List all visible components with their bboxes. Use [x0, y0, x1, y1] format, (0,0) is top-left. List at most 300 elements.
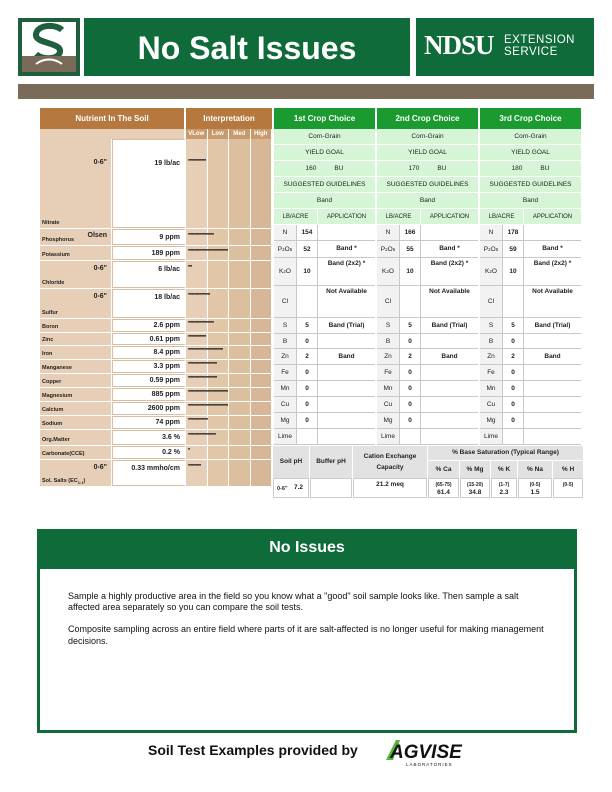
nutrient-element: B: [377, 334, 400, 348]
no-issues-panel: [37, 529, 577, 733]
nutrient-lb-acre: 0: [297, 365, 318, 380]
nutrient-application: Not Available: [532, 288, 573, 295]
application-method: Band: [274, 193, 375, 209]
nutrient-element: Mn: [274, 381, 297, 396]
nutrient-lb-acre: [503, 286, 524, 317]
nutrient-lb-acre: [400, 286, 421, 317]
nutrient-value: 19 lb/ac: [154, 160, 180, 167]
application-method: Band: [480, 193, 581, 209]
nutrient-name: Carbonate(CCE): [42, 451, 85, 457]
nutrient-application: [318, 381, 375, 396]
nutrient-row: [480, 429, 581, 445]
extension-label: EXTENSION: [504, 34, 575, 46]
yield-goal-label: YIELD GOAL: [480, 145, 581, 161]
nutrient-application: Band (Trial): [431, 321, 468, 329]
application-label: APPLICATION: [524, 209, 581, 224]
page-title: No Salt Issues: [84, 18, 410, 76]
nutrient-value: 0.61 ppm: [149, 335, 180, 343]
nutrient-element: Fe: [377, 365, 400, 380]
soil-ph-cell: [273, 478, 309, 498]
nutrient-lb-acre: [297, 429, 318, 444]
nutrient-lb-acre: [503, 429, 524, 444]
interpretation-bar: **: [188, 265, 192, 271]
cation-label: % H: [553, 461, 583, 478]
nutrient-name: Sodium: [42, 421, 63, 427]
nutrient-element: Zn: [480, 349, 503, 364]
soil-rows: [40, 139, 272, 487]
nutrient-application: [421, 381, 478, 396]
nutrient-application: [318, 413, 375, 428]
nutrient-application: [524, 429, 581, 444]
nutrient-row: [377, 318, 478, 334]
cation-cell: [428, 478, 459, 498]
cation-cell: [491, 478, 517, 498]
nutrient-lb-acre: 0: [297, 334, 318, 348]
nutrient-element: Mn: [480, 381, 503, 396]
suggested-guidelines-label: SUGGESTED GUIDELINES: [377, 177, 478, 193]
nutrient-name: Chloride: [42, 280, 65, 286]
cation-range: (15-20): [466, 482, 484, 488]
nutrient-lb-acre: 10: [297, 258, 318, 285]
nutrient-row: [480, 381, 581, 397]
nutrient-element: S: [274, 318, 297, 333]
column-labels: [377, 209, 478, 225]
cation-range: (0-5): [562, 482, 574, 488]
nutrient-lb-acre: 0: [503, 397, 524, 412]
nutrient-lb-acre: 0: [400, 381, 421, 396]
nutrient-value: 189 ppm: [151, 249, 180, 257]
ph-depth: 0-6": [277, 486, 288, 492]
yield-number: 160: [305, 165, 317, 172]
cec-header: Cation Exchange Capacity: [353, 446, 427, 478]
nutrient-application: Band (Trial): [328, 321, 365, 329]
nutrient-element: Mg: [377, 413, 400, 428]
nutrient-application: Band: [544, 352, 561, 360]
nutrient-lb-acre: 55: [400, 241, 421, 257]
nutrient-lb-acre: 2: [503, 349, 524, 364]
nutrient-name: Copper: [42, 379, 62, 385]
interpretation-bar: *******************: [188, 348, 223, 354]
nutrient-application: Not Available: [429, 288, 470, 295]
crop-name: Corn-Grain: [274, 129, 375, 145]
nutrient-lb-acre: 59: [503, 241, 524, 257]
nutrient-row: [480, 365, 581, 381]
nutrient-element: Mg: [480, 413, 503, 428]
soil-ph-header: Soil pH: [273, 446, 309, 478]
column-labels: [480, 209, 581, 225]
nutrient-depth: 0-6": [93, 265, 107, 272]
nutrient-element: Mg: [274, 413, 297, 428]
nutrient-lb-acre: 0: [400, 365, 421, 380]
interpretation-bar: ****************: [188, 362, 218, 368]
nutrient-application: [318, 365, 375, 380]
nutrient-row: [480, 286, 581, 318]
nutrient-element: Mn: [377, 381, 400, 396]
soil-row: [40, 360, 272, 374]
nutrient-application: [421, 225, 478, 240]
cation-value: 2.3: [499, 489, 509, 496]
nutrient-element: K 2 O: [480, 258, 503, 285]
nutrient-depth: 0-6": [93, 159, 107, 166]
nutrient-application: [524, 381, 581, 396]
nutrient-element: Cl: [274, 286, 297, 317]
nutrient-row: [377, 397, 478, 413]
cation-cell: [460, 478, 490, 498]
interpretation-bar: *: [188, 448, 190, 454]
yield-unit: BU: [540, 165, 550, 172]
nutrient-row: [480, 397, 581, 413]
crop-choice-title: 1st Crop Choice: [274, 108, 375, 129]
lb-acre-label: LB/ACRE: [377, 209, 421, 224]
application-label: APPLICATION: [421, 209, 478, 224]
cation-value: 34.8: [468, 489, 482, 496]
nutrient-lb-acre: [400, 429, 421, 444]
soil-row: [40, 402, 272, 416]
nutrient-row: [480, 258, 581, 286]
agvise-logo: [384, 738, 470, 768]
application-method: Band: [377, 193, 478, 209]
nutrient-application: [318, 334, 375, 348]
nutrient-element: Fe: [274, 365, 297, 380]
nutrient-row: [480, 225, 581, 241]
nutrient-lb-acre: 10: [400, 258, 421, 285]
nutrient-name: Iron: [42, 351, 53, 357]
soil-row: [40, 289, 272, 319]
nutrient-application: Band *: [336, 245, 357, 252]
nutrient-application: Band (Trial): [534, 321, 571, 329]
nutrient-row: [377, 334, 478, 349]
interpretation-bar: **********************: [188, 390, 229, 396]
nutrient-element: Cl: [480, 286, 503, 317]
interpretation-header: Interpretation: [186, 108, 272, 129]
base-saturation-header: % Base Saturation (Typical Range): [428, 446, 583, 460]
soil-row: [40, 261, 272, 289]
nutrient-application: [318, 225, 375, 240]
nutrient-application: [421, 334, 478, 348]
yield-number: 180: [511, 165, 523, 172]
nutrient-application: Not Available: [326, 288, 367, 295]
nutrient-application: [524, 397, 581, 412]
nutrient-element: S: [480, 318, 503, 333]
level-vlow: VLow: [186, 129, 208, 139]
nutrient-element: Zn: [377, 349, 400, 364]
nutrient-name: Zinc: [42, 337, 54, 343]
nutrient-row: [377, 258, 478, 286]
nutrient-row: [274, 381, 375, 397]
yield-goal-value: [274, 161, 375, 177]
nutrient-lb-acre: 2: [297, 349, 318, 364]
nutrient-application: [524, 334, 581, 348]
soil-row: [40, 319, 272, 333]
yield-goal-label: YIELD GOAL: [274, 145, 375, 161]
nutrient-element: Fe: [480, 365, 503, 380]
cation-value: 61.4: [437, 489, 450, 496]
nutrient-row: [274, 397, 375, 413]
nutrient-lb-acre: 154: [297, 225, 318, 240]
nutrient-element: P 2 O 5: [274, 241, 297, 257]
nutrient-application: [421, 397, 478, 412]
nutrient-lb-acre: 0: [503, 381, 524, 396]
ndsu-extension-logo: [416, 18, 594, 76]
column-labels: [274, 209, 375, 225]
nutrient-lb-acre: 0: [503, 413, 524, 428]
nutrient-row: [274, 258, 375, 286]
soil-row: [40, 388, 272, 402]
cation-cell: [553, 478, 583, 498]
ec-subscript: 1:1: [77, 480, 84, 486]
nutrient-lb-acre: 0: [400, 413, 421, 428]
nutrient-element: Cl: [377, 286, 400, 317]
footer-credit: Soil Test Examples provided by: [148, 742, 358, 758]
yield-unit: BU: [437, 165, 447, 172]
nutrient-name: Potassium: [42, 252, 70, 258]
nutrient-depth: 0-6": [93, 464, 107, 471]
level-med: Med: [229, 129, 251, 139]
nutrient-element: K 2 O: [274, 258, 297, 285]
nutrient-value: 885 ppm: [151, 391, 180, 398]
nutrient-row: [377, 241, 478, 258]
nutrient-value: 0.59 ppm: [149, 377, 180, 384]
cec-value: 21.2 meq: [353, 478, 427, 498]
nutrient-lb-acre: 52: [297, 241, 318, 257]
nutrient-application: Band *: [439, 245, 460, 252]
service-label: SERVICE: [504, 46, 558, 58]
soil-row: [40, 139, 272, 229]
interpretation-bar: *******: [188, 464, 201, 470]
nutrient-row: [274, 429, 375, 445]
nutrient-row: [274, 286, 375, 318]
no-issues-body: [40, 569, 574, 730]
soil-row: [40, 246, 272, 261]
nutrient-element: Cu: [274, 397, 297, 412]
nutrient-value: 3.3 ppm: [153, 363, 180, 370]
nutrient-name: Boron: [42, 324, 59, 330]
no-issues-title: No Issues: [269, 539, 345, 556]
nutrient-element: K 2 O: [377, 258, 400, 285]
buffer-ph-header: Buffer pH: [310, 446, 352, 478]
nutrient-element: P 2 O 5: [480, 241, 503, 257]
nutrient-value: 6 lb/ac: [158, 266, 180, 273]
soil-row: [40, 333, 272, 346]
nutrient-lb-acre: 166: [400, 225, 421, 240]
interpretation-bar: **********************: [188, 404, 229, 410]
cation-cell: [518, 478, 552, 498]
nutrient-lb-acre: 0: [503, 365, 524, 380]
extension-service-label: [504, 34, 575, 58]
crop-choice-2: [377, 108, 478, 445]
nutrient-name: Sol. Salts (EC: [42, 478, 78, 484]
issues-paragraph-1: Sample a highly productive area in the field so you know what a "good" soil sample looks like. Then sample a salt affected area separately so you can compare the soil tests.: [68, 591, 519, 613]
nutrient-lb-acre: 0: [297, 397, 318, 412]
cation-range: (0-5): [529, 482, 541, 488]
nutrient-element: Cu: [480, 397, 503, 412]
crop-name: Corn-Grain: [480, 129, 581, 145]
nutrient-row: [274, 334, 375, 349]
interpretation-bar: **************: [188, 321, 214, 327]
agvise-sub: LABORATORIES: [406, 762, 453, 767]
application-label: APPLICATION: [318, 209, 375, 224]
nutrient-lb-acre: 2: [400, 349, 421, 364]
nutrient-row: [480, 334, 581, 349]
nutrient-row: [377, 365, 478, 381]
yield-unit: BU: [334, 165, 344, 172]
nutrient-element: Lime: [274, 429, 297, 444]
nutrient-lb-acre: 0: [297, 381, 318, 396]
nutrient-row: [377, 381, 478, 397]
nutrient-application: [524, 365, 581, 380]
interpretation-bar: **********: [188, 334, 207, 341]
nutrient-element: Cu: [377, 397, 400, 412]
crop-name: Corn-Grain: [377, 129, 478, 145]
nutrient-value: 18 lb/ac: [154, 294, 180, 301]
cation-range: (65-75): [435, 482, 452, 488]
nutrient-lb-acre: 0: [400, 397, 421, 412]
lb-acre-label: LB/ACRE: [274, 209, 318, 224]
nutrient-application: [524, 225, 581, 240]
cation-label: % Na: [518, 461, 552, 478]
yield-number: 170: [408, 165, 420, 172]
ndsu-seal-icon: [18, 18, 80, 76]
interpretation-bar: ************: [188, 293, 211, 299]
interpretation-bar: ***************: [188, 433, 216, 439]
nutrient-element: Lime: [480, 429, 503, 444]
suggested-guidelines-label: SUGGESTED GUIDELINES: [480, 177, 581, 193]
interpretation-bar: **************: [188, 232, 214, 239]
cation-label: % K: [491, 461, 517, 478]
nutrient-application: [524, 413, 581, 428]
soil-row: [40, 346, 272, 360]
crop-choice-3: [480, 108, 581, 445]
nutrient-name: Manganese: [42, 365, 72, 371]
soil-nutrient-table: [40, 108, 272, 487]
nutrient-row: [377, 413, 478, 429]
crop-choice-title: 2nd Crop Choice: [377, 108, 478, 129]
nutrient-row: [480, 413, 581, 429]
nutrient-value: 9 ppm: [159, 233, 180, 241]
nutrient-application: Band (2x2) *: [430, 260, 469, 267]
ndsu-wordmark: NDSU: [424, 30, 494, 60]
nutrient-name: Org.Matter: [42, 437, 70, 443]
nutrient-value: 3.6 %: [162, 434, 180, 441]
nutrient-name: Phosphorus: [42, 237, 75, 243]
nutrient-application: Band (2x2) *: [533, 260, 572, 267]
nutrient-value: 2600 ppm: [147, 405, 180, 412]
nutrient-name: Sulfur: [42, 310, 58, 316]
nutrient-element: S: [377, 318, 400, 333]
nutrient-element: B: [480, 334, 503, 348]
nutrient-lb-acre: 0: [400, 334, 421, 348]
nutrient-application: Band (2x2) *: [327, 260, 366, 267]
interpretation-bar: **********: [188, 159, 207, 165]
nutrient-lb-acre: [297, 286, 318, 317]
nutrient-lb-acre: 178: [503, 225, 524, 240]
nutrient-element: Zn: [274, 349, 297, 364]
lb-acre-label: LB/ACRE: [480, 209, 524, 224]
nutrient-application: Band: [441, 352, 458, 360]
nutrient-lb-acre: 10: [503, 258, 524, 285]
nutrient-application: Band *: [542, 245, 563, 252]
nutrient-lb-acre: 0: [297, 413, 318, 428]
crop-choice-1: [274, 108, 375, 445]
interpretation-bar: ***********: [188, 418, 209, 424]
crop-choice-title: 3rd Crop Choice: [480, 108, 581, 129]
nutrient-row: [274, 225, 375, 241]
level-high: High: [251, 129, 273, 139]
nutrient-element: Lime: [377, 429, 400, 444]
agvise-wordmark: AGVISE: [390, 742, 462, 763]
nutrient-row: [480, 241, 581, 258]
nutrient-row: [274, 413, 375, 429]
nutrient-application: Band: [338, 352, 355, 360]
soil-row: [40, 416, 272, 430]
nutrient-row: [377, 349, 478, 365]
nutrient-row: [274, 241, 375, 258]
nutrient-value: 0.33 mmho/cm: [131, 465, 180, 472]
nutrient-row: [377, 286, 478, 318]
nutrient-value: 0.2 %: [162, 449, 180, 456]
nutrient-row: [377, 429, 478, 445]
soil-row: [40, 229, 272, 246]
nutrient-lb-acre: 0: [503, 334, 524, 348]
buffer-ph-value: [310, 478, 352, 498]
soil-row: [40, 374, 272, 388]
soil-row: Sol. Salts $(EC_{1:1})$ 0-6" 0.33 mmho/cm *******: [40, 460, 272, 487]
nutrient-name: Calcium: [42, 407, 64, 413]
nutrient-depth: Olsen: [87, 232, 107, 239]
suggested-guidelines-label: SUGGESTED GUIDELINES: [274, 177, 375, 193]
nutrient-value: 8.4 ppm: [153, 349, 180, 356]
header-divider-bar: [18, 84, 594, 99]
nutrient-element: N: [274, 225, 297, 240]
yield-goal-value: [377, 161, 478, 177]
nutrient-lb-acre: 5: [297, 318, 318, 333]
cation-value: 1.5: [530, 489, 540, 496]
soil-ph-value: 7.2: [294, 484, 304, 491]
issues-paragraph-2: Composite sampling across an entire field where parts of it are salt-affected is no longer useful for making management decisions.: [68, 624, 544, 646]
nutrient-value: 74 ppm: [155, 419, 180, 426]
nutrient-application: [421, 413, 478, 428]
level-low: Low: [208, 129, 230, 139]
soil-row: [40, 446, 272, 460]
nutrient-application: [318, 429, 375, 444]
nutrient-name: Magnesium: [42, 393, 73, 399]
soil-ph-cec-table: [273, 446, 583, 498]
yield-goal-label: YIELD GOAL: [377, 145, 478, 161]
nutrient-application: [421, 429, 478, 444]
ndsu-logo: [18, 18, 80, 76]
nutrient-application: [421, 365, 478, 380]
nutrient-name: Nitrate: [42, 220, 60, 226]
nutrient-lb-acre: 5: [400, 318, 421, 333]
nutrient-element: N: [377, 225, 400, 240]
nutrient-row: [377, 225, 478, 241]
interpretation-bar: ****************: [188, 376, 218, 382]
nutrient-row: [480, 318, 581, 334]
yield-goal-value: [480, 161, 581, 177]
nutrient-row: [274, 365, 375, 381]
nutrient-row: [274, 349, 375, 365]
interpretation-bar: **********************: [188, 248, 229, 255]
nutrient-element: P 2 O 5: [377, 241, 400, 257]
nutrient-value: 2.6 ppm: [153, 322, 180, 329]
nutrient-element: N: [480, 225, 503, 240]
nutrient-application: [318, 397, 375, 412]
nutrient-element: B: [274, 334, 297, 348]
cation-label: % Ca: [428, 461, 459, 478]
nutrient-lb-acre: 5: [503, 318, 524, 333]
cation-range: (1-7): [498, 482, 510, 488]
nutrient-depth: 0-6": [93, 293, 107, 300]
